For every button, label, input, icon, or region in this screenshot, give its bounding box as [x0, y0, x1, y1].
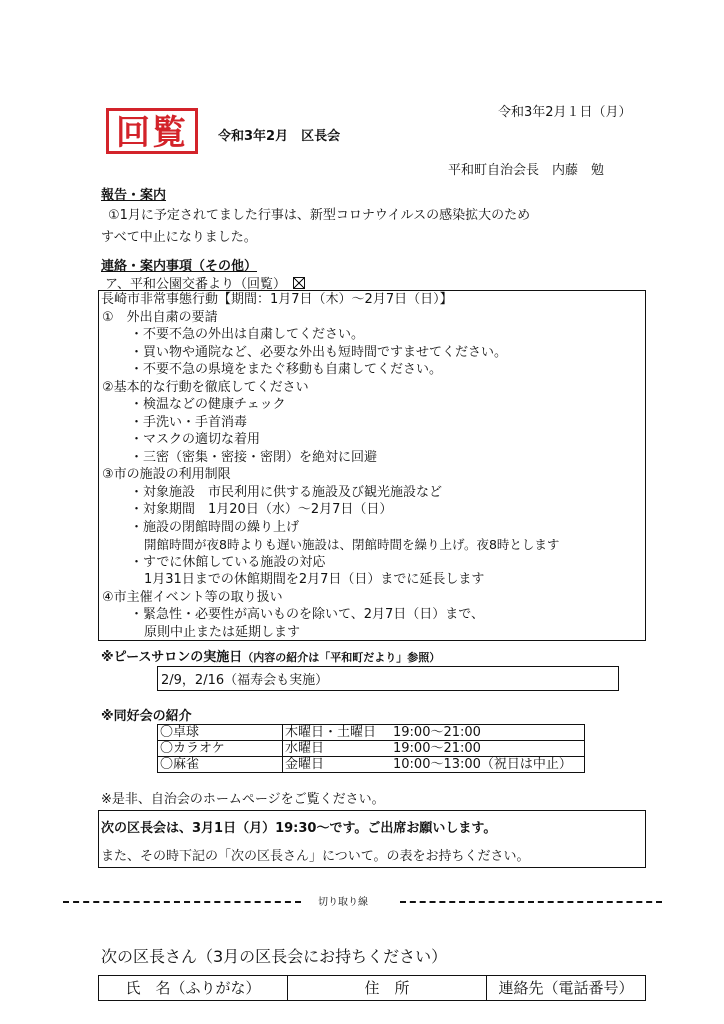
club-name: 〇カラオケ [158, 741, 283, 757]
next-meeting-line: 次の区長会は、3月1日（月）19:30～です。ご出席お願いします。 [101, 821, 497, 836]
document-title: 令和3年2月 区長会 [218, 129, 341, 144]
club-time: 19:00～21:00 [393, 741, 481, 756]
table-row [158, 757, 585, 773]
club-schedule [283, 725, 585, 741]
notice-line: ・施設の閉館時間の繰り上げ [130, 519, 300, 535]
notice-line: ②基本的な行動を徹底してください [102, 379, 309, 395]
notice-line: ① 外出自粛の要請 [102, 309, 218, 325]
notice-line: ・緊急性・必要性が高いものを除いて、2月7日（日）まで、 [130, 607, 485, 622]
notice-line: ・対象施設 市民利用に供する施設及び観光施設など [130, 484, 443, 500]
club-days: 金曜日 [285, 757, 325, 772]
club-days: 水曜日 [285, 741, 325, 756]
next-meeting-line: また、その時下記の「次の区長さん」について。の表をお持ちください。 [101, 849, 530, 864]
notice-line: ・対象期間 1月20日（水）～2月7日（日） [130, 502, 393, 517]
next-chief-title: 次の区長さん（3月の区長会にお持ちください） [101, 947, 448, 966]
cut-line-right [400, 901, 662, 903]
notice-line: ・三密（密集・密接・密閉）を絶対に回避 [130, 449, 378, 465]
notice-line: ④市主催イベント等の取り扱い [102, 589, 283, 605]
clubs-table [157, 724, 585, 773]
report-heading: 報告・案内 [101, 188, 167, 203]
club-days: 木曜日・土曜日 [285, 725, 377, 740]
notice-line: 原則中止または延期します [144, 624, 301, 640]
notice-line: 長崎市非常事態行動【期間：1月7日（木）～2月7日（日）】 [101, 292, 453, 307]
peace-salon-heading [101, 646, 440, 665]
cut-line-label: 切り取り線 [318, 897, 368, 908]
cut-line-left [63, 901, 301, 903]
notice-line: 1月31日までの休館期間を2月7日（日）までに延長します [144, 572, 485, 587]
club-schedule [283, 757, 585, 773]
notice-line: 開館時間が夜8時よりも遅い施設は、閉館時間を繰り上げ。夜8時とします [144, 537, 560, 552]
notice-line: ・検温などの健康チェック [130, 397, 286, 412]
club-time: 19:00～21:00 [393, 725, 481, 740]
table-row [158, 741, 585, 757]
notice-line: ・不要不急の県境をまたぐ移動も自粛してください。 [130, 362, 443, 377]
column-header-contact: 連絡先（電話番号） [487, 976, 646, 1001]
notice-line: ・すでに休館している施設の対応 [130, 554, 326, 570]
column-header-name: 氏 名（ふりがな） [99, 976, 288, 1001]
club-name: 〇麻雀 [158, 757, 283, 773]
notice-line: ・買い物や通院など、必要な外出も短時間ですませてください。 [130, 344, 508, 360]
notice-line: ③市の施設の利用制限 [102, 467, 231, 482]
contact-heading: 連絡・案内事項（その他） [101, 259, 258, 274]
column-header-address: 住 所 [288, 976, 487, 1001]
notice-line: ・手洗い・手首消毒 [130, 414, 248, 430]
homepage-note: ※是非、自治会のホームページをご覧ください。 [101, 792, 385, 807]
club-schedule [283, 741, 585, 757]
next-chief-table [98, 975, 646, 1001]
sender-name: 平和町自治会長 内藤 勉 [448, 163, 605, 178]
peace-salon-title: ※ピースサロンの実施日 [101, 650, 243, 665]
notice-line: ・マスクの適切な着用 [130, 432, 261, 447]
checkbox-icon [293, 277, 305, 289]
notice-line: ・不要不急の外出は自粛してください。 [130, 327, 365, 342]
club-name: 〇卓球 [158, 725, 283, 741]
peace-salon-dates: 2/9，2/16（福寿会も実施） [161, 673, 329, 688]
table-row [99, 976, 646, 1001]
report-line: すべて中止になりました。 [101, 230, 257, 245]
document-date: 令和3年2月１日（月） [498, 105, 632, 120]
circulation-stamp: 回覧 [106, 108, 198, 154]
clubs-heading: ※同好会の紹介 [101, 709, 192, 724]
club-time: 10:00～13:00（祝日は中止） [393, 757, 572, 772]
peace-salon-note: （内容の紹介は「平和町だより」参照） [242, 651, 441, 664]
report-line: ①1月に予定されてました行事は、新型コロナウイルスの感染拡大のため [108, 208, 531, 223]
table-row [158, 725, 585, 741]
police-notice-text: ア、平和公園交番より（回覧） [105, 277, 286, 292]
